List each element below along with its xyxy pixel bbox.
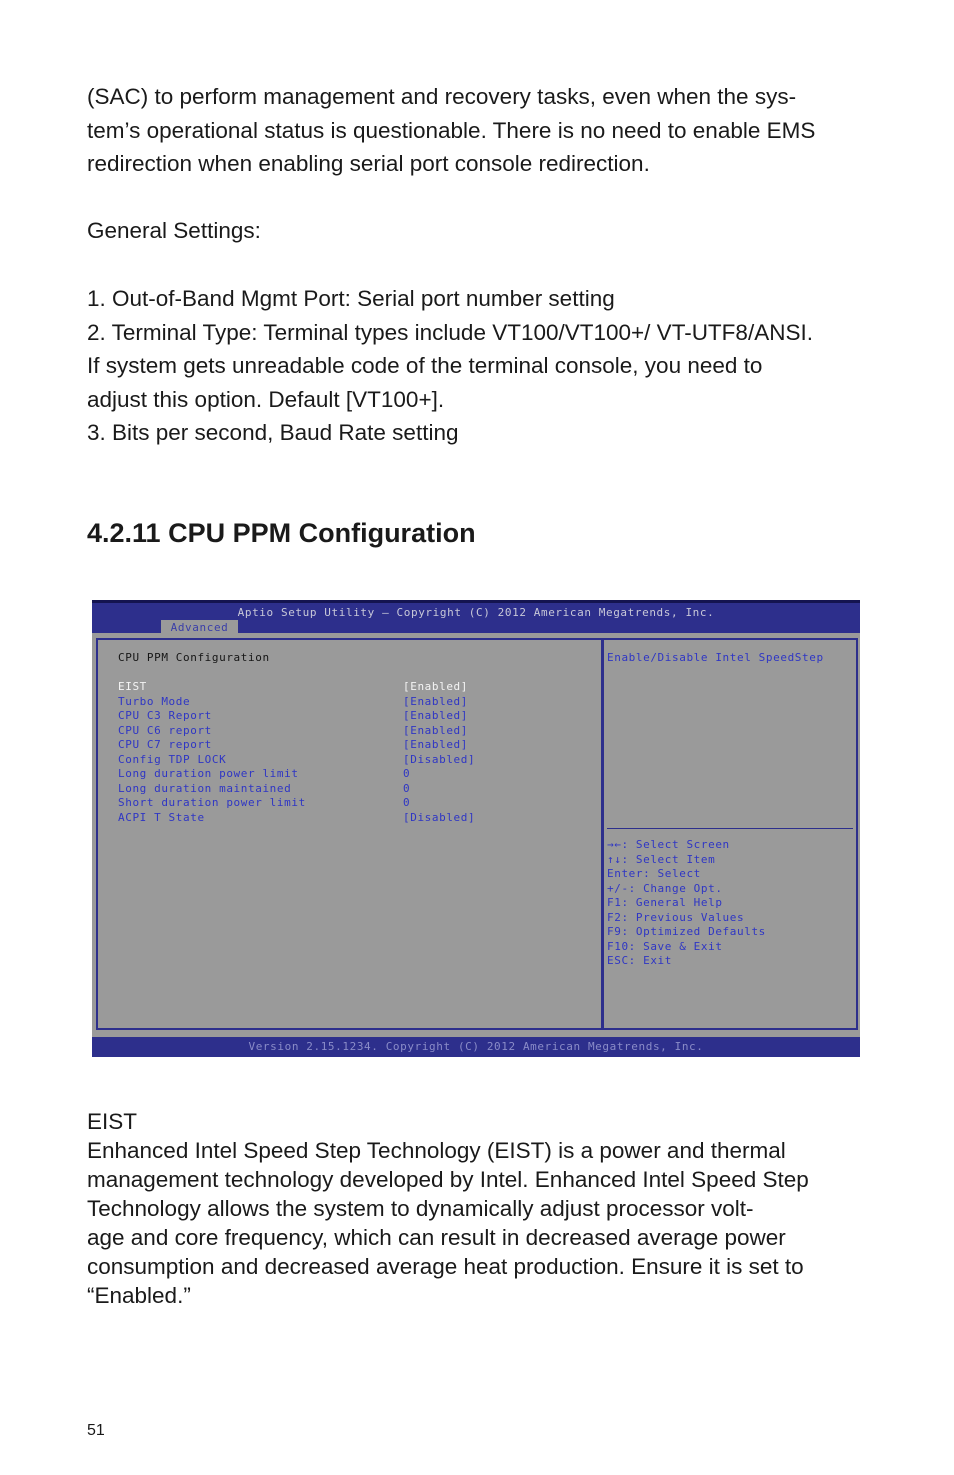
option-value[interactable]: [Disabled]: [403, 810, 476, 824]
text-line: management technology developed by Intel. Enhanced Intel Speed Step: [87, 1167, 809, 1192]
option-value[interactable]: [Enabled]: [403, 738, 469, 751]
key-help-f9: F9: Optimized Defaults: [607, 925, 766, 938]
bios-title-bar: [92, 600, 860, 633]
bios-option-acpi-t-state[interactable]: [118, 811, 588, 825]
option-value[interactable]: 0: [403, 781, 411, 795]
bios-option-long-duration-power-limit[interactable]: [118, 767, 588, 781]
option-label: ACPI T State: [118, 810, 205, 824]
option-label: CPU C6 report: [118, 723, 212, 737]
text-line: consumption and decreased average heat production. Ensure it is set to: [87, 1254, 804, 1279]
tab-advanced[interactable]: Advanced: [161, 620, 238, 636]
option-value[interactable]: [Enabled]: [403, 680, 469, 693]
page-number: 51: [87, 1422, 105, 1439]
text-line: age and core frequency, which can result in decreased average power: [87, 1225, 786, 1250]
help-divider: [607, 828, 853, 829]
bios-status-bar: [92, 1037, 860, 1057]
list-item: If system gets unreadable code of the terminal console, you need to: [87, 353, 763, 378]
option-label: Long duration maintained: [118, 781, 292, 795]
list-item: adjust this option. Default [VT100+].: [87, 386, 445, 412]
key-help-f1: F1: General Help: [607, 896, 723, 909]
section-heading: 4.2.11 CPU PPM Configuration: [87, 518, 476, 548]
bios-screenshot: [92, 600, 860, 1057]
bios-option-cpu-c6-report[interactable]: [118, 724, 588, 738]
key-help-esc: ESC: Exit: [607, 954, 673, 967]
text-line: (SAC) to perform management and recovery tasks, even when the sys-: [87, 84, 797, 109]
bios-option-long-duration-maintained[interactable]: [118, 782, 588, 796]
option-value[interactable]: 0: [403, 767, 411, 780]
bios-option-eist[interactable]: [118, 680, 588, 694]
text-line: Technology allows the system to dynamically adjust processor volt-: [87, 1196, 754, 1221]
option-label: Config TDP LOCK: [118, 752, 227, 766]
option-value[interactable]: [Enabled]: [403, 709, 469, 722]
bios-title: Aptio Setup Utility – Copyright (C) 2012 American Megatrends, Inc.: [237, 606, 715, 619]
option-label: Turbo Mode: [118, 694, 191, 708]
option-label: CPU C3 Report: [118, 709, 212, 722]
key-help-change-opt: +/-: Change Opt.: [607, 881, 723, 895]
option-label: Short duration power limit: [118, 796, 306, 809]
intro-paragraph: [87, 80, 887, 181]
option-value[interactable]: [Enabled]: [403, 723, 469, 737]
option-value[interactable]: 0: [403, 796, 411, 809]
text-line: redirection when enabling serial port console redirection.: [87, 151, 650, 176]
help-description: Enable/Disable Intel SpeedStep: [607, 651, 824, 664]
key-help-f2: F2: Previous Values: [607, 910, 745, 924]
eist-heading: EIST: [87, 1109, 138, 1134]
bios-option-config-tdp-lock[interactable]: [118, 753, 588, 767]
bios-option-turbo-mode[interactable]: [118, 695, 588, 709]
key-help-enter: Enter: Select: [607, 867, 701, 880]
general-settings-label: General Settings:: [87, 218, 261, 243]
text-line: tem’s operational status is questionable. There is no need to enable EMS: [87, 117, 816, 143]
key-help-f10: F10: Save & Exit: [607, 939, 723, 953]
list-item: 1. Out-of-Band Mgmt Port: Serial port number setting: [87, 286, 615, 311]
bios-option-cpu-c7-report[interactable]: [118, 738, 588, 752]
bios-screen-heading: CPU PPM Configuration: [118, 651, 270, 664]
text-line: “Enabled.”: [87, 1283, 191, 1308]
key-help-select-item: ↑↓: Select Item: [607, 852, 716, 866]
option-label: Long duration power limit: [118, 767, 299, 780]
text-line: Enhanced Intel Speed Step Technology (EIST) is a power and thermal: [87, 1138, 786, 1163]
key-help-select-screen: →←: Select Screen: [607, 838, 730, 851]
eist-description: [87, 1107, 887, 1310]
bios-version: Version 2.15.1234. Copyright (C) 2012 American Megatrends, Inc.: [248, 1040, 704, 1053]
option-label: EIST: [118, 680, 147, 693]
list-item: 2. Terminal Type: Terminal types include VT100/VT100+/ VT-UTF8/ANSI.: [87, 319, 813, 345]
bios-help-panel: [602, 638, 858, 1030]
option-value[interactable]: [Enabled]: [403, 694, 469, 708]
bios-option-short-duration-power-limit[interactable]: [118, 796, 588, 810]
settings-list: [87, 282, 887, 450]
option-value[interactable]: [Disabled]: [403, 752, 476, 766]
bios-main-panel: [96, 638, 603, 1030]
option-label: CPU C7 report: [118, 738, 212, 751]
list-item: 3. Bits per second, Baud Rate setting: [87, 420, 459, 445]
bios-option-cpu-c3-report[interactable]: [118, 709, 588, 723]
